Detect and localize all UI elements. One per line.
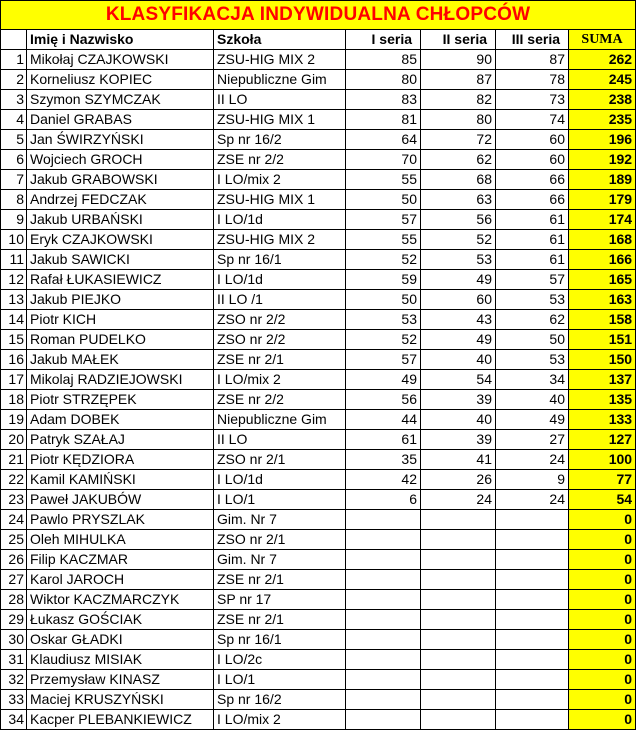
series-3-cell[interactable]: 78 bbox=[496, 70, 569, 90]
row-number-cell[interactable]: 6 bbox=[1, 150, 27, 170]
series-3-cell[interactable]: 34 bbox=[496, 370, 569, 390]
name-cell[interactable]: Kacper PLEBANKIEWICZ bbox=[27, 710, 214, 730]
series-2-cell[interactable]: 80 bbox=[421, 110, 496, 130]
row-number-cell[interactable]: 11 bbox=[1, 250, 27, 270]
table-row bbox=[1, 430, 636, 450]
series-3-cell[interactable] bbox=[496, 550, 569, 570]
series-3-cell[interactable]: 73 bbox=[496, 90, 569, 110]
series-1-cell[interactable]: 42 bbox=[346, 470, 421, 490]
name-cell[interactable]: Jan ŚWIRZYŃSKI bbox=[27, 130, 214, 150]
series-3-cell[interactable] bbox=[496, 710, 569, 730]
table-row bbox=[1, 230, 636, 250]
series-2-cell[interactable] bbox=[421, 630, 496, 650]
series-1-cell[interactable]: 50 bbox=[346, 290, 421, 310]
name-cell[interactable]: Daniel GRABAS bbox=[27, 110, 214, 130]
row-number-cell[interactable]: 14 bbox=[1, 310, 27, 330]
series-3-cell[interactable]: 74 bbox=[496, 110, 569, 130]
name-cell[interactable]: Szymon SZYMCZAK bbox=[27, 90, 214, 110]
school-cell[interactable]: Sp nr 16/2 bbox=[214, 130, 346, 150]
series-1-cell[interactable] bbox=[346, 650, 421, 670]
table-row bbox=[1, 670, 636, 690]
row-number-cell[interactable]: 13 bbox=[1, 290, 27, 310]
row-number-cell[interactable]: 26 bbox=[1, 550, 27, 570]
series-1-cell[interactable]: 44 bbox=[346, 410, 421, 430]
school-cell[interactable]: SP nr 17 bbox=[214, 590, 346, 610]
name-cell[interactable]: Filip KACZMAR bbox=[27, 550, 214, 570]
school-cell[interactable]: Niepubliczne Gim bbox=[214, 70, 346, 90]
series-1-cell[interactable]: 81 bbox=[346, 110, 421, 130]
series-2-cell[interactable]: 40 bbox=[421, 350, 496, 370]
sum-cell[interactable]: 0 bbox=[569, 690, 636, 710]
row-number-cell[interactable]: 19 bbox=[1, 410, 27, 430]
name-cell[interactable]: Kamil KAMIŃSKI bbox=[27, 470, 214, 490]
series-1-cell[interactable]: 6 bbox=[346, 490, 421, 510]
name-cell[interactable]: Mikolaj RADZIEJOWSKI bbox=[27, 370, 214, 390]
series-2-cell[interactable] bbox=[421, 610, 496, 630]
series-1-cell[interactable] bbox=[346, 550, 421, 570]
series-2-cell[interactable]: 24 bbox=[421, 490, 496, 510]
series-3-cell[interactable] bbox=[496, 570, 569, 590]
table-row bbox=[1, 710, 636, 730]
series-1-cell[interactable] bbox=[346, 690, 421, 710]
row-number-cell[interactable]: 28 bbox=[1, 590, 27, 610]
school-cell[interactable]: I LO/mix 2 bbox=[214, 710, 346, 730]
header-sum[interactable]: SUMA bbox=[569, 30, 636, 50]
sum-cell[interactable]: 77 bbox=[569, 470, 636, 490]
row-number-cell[interactable]: 30 bbox=[1, 630, 27, 650]
series-2-cell[interactable] bbox=[421, 530, 496, 550]
sum-cell[interactable]: 0 bbox=[569, 610, 636, 630]
series-2-cell[interactable]: 49 bbox=[421, 270, 496, 290]
row-number-cell[interactable]: 16 bbox=[1, 350, 27, 370]
name-cell[interactable]: Wiktor KACZMARCZYK bbox=[27, 590, 214, 610]
series-3-cell[interactable] bbox=[496, 690, 569, 710]
series-2-cell[interactable]: 72 bbox=[421, 130, 496, 150]
sum-cell[interactable]: 235 bbox=[569, 110, 636, 130]
name-cell[interactable]: Paweł JAKUBÓW bbox=[27, 490, 214, 510]
series-3-cell[interactable]: 66 bbox=[496, 170, 569, 190]
series-2-cell[interactable]: 56 bbox=[421, 210, 496, 230]
school-cell[interactable]: I LO/2c bbox=[214, 650, 346, 670]
series-1-cell[interactable]: 61 bbox=[346, 430, 421, 450]
series-1-cell[interactable]: 52 bbox=[346, 330, 421, 350]
sum-cell[interactable]: 262 bbox=[569, 50, 636, 70]
table-row bbox=[1, 350, 636, 370]
school-cell[interactable]: Sp nr 16/2 bbox=[214, 690, 346, 710]
series-2-cell[interactable] bbox=[421, 690, 496, 710]
series-1-cell[interactable]: 49 bbox=[346, 370, 421, 390]
row-number-cell[interactable]: 29 bbox=[1, 610, 27, 630]
series-1-cell[interactable]: 85 bbox=[346, 50, 421, 70]
name-cell[interactable]: Piotr KĘDZIORA bbox=[27, 450, 214, 470]
name-cell[interactable]: Roman PUDELKO bbox=[27, 330, 214, 350]
series-2-cell[interactable]: 52 bbox=[421, 230, 496, 250]
series-1-cell[interactable]: 55 bbox=[346, 170, 421, 190]
row-number-cell[interactable]: 23 bbox=[1, 490, 27, 510]
table-row bbox=[1, 250, 636, 270]
series-3-cell[interactable]: 60 bbox=[496, 130, 569, 150]
series-2-cell[interactable]: 87 bbox=[421, 70, 496, 90]
sum-cell[interactable]: 127 bbox=[569, 430, 636, 450]
name-cell[interactable]: Oskar GŁADKI bbox=[27, 630, 214, 650]
series-2-cell[interactable]: 62 bbox=[421, 150, 496, 170]
series-3-cell[interactable] bbox=[496, 590, 569, 610]
series-3-cell[interactable]: 24 bbox=[496, 450, 569, 470]
series-1-cell[interactable]: 57 bbox=[346, 210, 421, 230]
series-2-cell[interactable]: 68 bbox=[421, 170, 496, 190]
sum-cell[interactable]: 0 bbox=[569, 710, 636, 730]
series-2-cell[interactable]: 41 bbox=[421, 450, 496, 470]
series-1-cell[interactable]: 70 bbox=[346, 150, 421, 170]
name-cell[interactable]: Korneliusz KOPIEC bbox=[27, 70, 214, 90]
series-2-cell[interactable] bbox=[421, 590, 496, 610]
table-row bbox=[1, 410, 636, 430]
series-1-cell[interactable]: 55 bbox=[346, 230, 421, 250]
school-cell[interactable]: ZSE nr 2/2 bbox=[214, 150, 346, 170]
table-row bbox=[1, 630, 636, 650]
row-number-cell[interactable]: 34 bbox=[1, 710, 27, 730]
table-row bbox=[1, 70, 636, 90]
table-row bbox=[1, 510, 636, 530]
header-no[interactable] bbox=[1, 30, 27, 50]
sheet-title[interactable]: KLASYFIKACJA INDYWIDUALNA CHŁOPCÓW bbox=[1, 1, 636, 30]
series-2-cell[interactable]: 39 bbox=[421, 430, 496, 450]
school-cell[interactable]: ZSE nr 2/1 bbox=[214, 350, 346, 370]
sum-cell[interactable]: 137 bbox=[569, 370, 636, 390]
school-cell[interactable]: I LO/1d bbox=[214, 210, 346, 230]
series-3-cell[interactable] bbox=[496, 530, 569, 550]
series-1-cell[interactable]: 52 bbox=[346, 250, 421, 270]
school-cell[interactable]: ZSU-HIG MIX 2 bbox=[214, 50, 346, 70]
row-number-cell[interactable]: 3 bbox=[1, 90, 27, 110]
table-row bbox=[1, 610, 636, 630]
sum-cell[interactable]: 133 bbox=[569, 410, 636, 430]
school-cell[interactable]: I LO/1d bbox=[214, 470, 346, 490]
table-row bbox=[1, 110, 636, 130]
name-cell[interactable]: Jakub URBAŃSKI bbox=[27, 210, 214, 230]
sum-cell[interactable]: 174 bbox=[569, 210, 636, 230]
series-1-cell[interactable]: 83 bbox=[346, 90, 421, 110]
name-cell[interactable]: Andrzej FEDCZAK bbox=[27, 190, 214, 210]
table-row bbox=[1, 50, 636, 70]
series-3-cell[interactable] bbox=[496, 510, 569, 530]
name-cell[interactable]: Karol JAROCH bbox=[27, 570, 214, 590]
sum-cell[interactable]: 166 bbox=[569, 250, 636, 270]
name-cell[interactable]: Maciej KRUSZYŃSKI bbox=[27, 690, 214, 710]
sum-cell[interactable]: 0 bbox=[569, 670, 636, 690]
series-3-cell[interactable]: 40 bbox=[496, 390, 569, 410]
row-number-cell[interactable]: 20 bbox=[1, 430, 27, 450]
row-number-cell[interactable]: 21 bbox=[1, 450, 27, 470]
series-3-cell[interactable]: 61 bbox=[496, 230, 569, 250]
series-1-cell[interactable]: 80 bbox=[346, 70, 421, 90]
school-cell[interactable]: ZSU-HIG MIX 2 bbox=[214, 230, 346, 250]
series-3-cell[interactable]: 61 bbox=[496, 250, 569, 270]
school-cell[interactable]: II LO bbox=[214, 90, 346, 110]
sum-cell[interactable]: 238 bbox=[569, 90, 636, 110]
name-cell[interactable]: Rafał ŁUKASIEWICZ bbox=[27, 270, 214, 290]
sum-cell[interactable]: 0 bbox=[569, 550, 636, 570]
sum-cell[interactable]: 0 bbox=[569, 650, 636, 670]
name-cell[interactable]: Mikołaj CZAJKOWSKI bbox=[27, 50, 214, 70]
name-cell[interactable]: Jakub GRABOWSKI bbox=[27, 170, 214, 190]
school-cell[interactable]: ZSE nr 2/1 bbox=[214, 610, 346, 630]
header-name[interactable]: Imię i Nazwisko bbox=[27, 30, 214, 50]
series-1-cell[interactable] bbox=[346, 590, 421, 610]
name-cell[interactable]: Pawlo PRYSZLAK bbox=[27, 510, 214, 530]
series-2-cell[interactable]: 40 bbox=[421, 410, 496, 430]
row-number-cell[interactable]: 5 bbox=[1, 130, 27, 150]
name-cell[interactable]: Wojciech GROCH bbox=[27, 150, 214, 170]
school-cell[interactable]: ZSO nr 2/1 bbox=[214, 450, 346, 470]
school-cell[interactable]: I LO/mix 2 bbox=[214, 170, 346, 190]
table-row bbox=[1, 570, 636, 590]
sum-cell[interactable]: 245 bbox=[569, 70, 636, 90]
row-number-cell[interactable]: 22 bbox=[1, 470, 27, 490]
series-3-cell[interactable]: 57 bbox=[496, 270, 569, 290]
sum-cell[interactable]: 192 bbox=[569, 150, 636, 170]
row-number-cell[interactable]: 7 bbox=[1, 170, 27, 190]
series-2-cell[interactable] bbox=[421, 670, 496, 690]
row-number-cell[interactable]: 27 bbox=[1, 570, 27, 590]
name-cell[interactable]: Przemysław KINASZ bbox=[27, 670, 214, 690]
table-row bbox=[1, 590, 636, 610]
series-1-cell[interactable]: 35 bbox=[346, 450, 421, 470]
table-row bbox=[1, 270, 636, 290]
series-1-cell[interactable]: 56 bbox=[346, 390, 421, 410]
school-cell[interactable]: I LO/1 bbox=[214, 490, 346, 510]
row-number-cell[interactable]: 12 bbox=[1, 270, 27, 290]
series-3-cell[interactable]: 87 bbox=[496, 50, 569, 70]
table-row bbox=[1, 470, 636, 490]
table-row bbox=[1, 170, 636, 190]
row-number-cell[interactable]: 1 bbox=[1, 50, 27, 70]
name-cell[interactable]: Jakub MAŁEK bbox=[27, 350, 214, 370]
series-3-cell[interactable]: 62 bbox=[496, 310, 569, 330]
series-2-cell[interactable] bbox=[421, 570, 496, 590]
series-1-cell[interactable] bbox=[346, 710, 421, 730]
sum-cell[interactable]: 165 bbox=[569, 270, 636, 290]
name-cell[interactable]: Jakub PIEJKO bbox=[27, 290, 214, 310]
table-row bbox=[1, 490, 636, 510]
row-number-cell[interactable]: 24 bbox=[1, 510, 27, 530]
table-row bbox=[1, 310, 636, 330]
series-2-cell[interactable]: 53 bbox=[421, 250, 496, 270]
table-row bbox=[1, 330, 636, 350]
school-cell[interactable]: ZSO nr 2/2 bbox=[214, 310, 346, 330]
row-number-cell[interactable]: 32 bbox=[1, 670, 27, 690]
series-1-cell[interactable]: 53 bbox=[346, 310, 421, 330]
row-number-cell[interactable]: 9 bbox=[1, 210, 27, 230]
series-1-cell[interactable]: 64 bbox=[346, 130, 421, 150]
school-cell[interactable]: Sp nr 16/1 bbox=[214, 630, 346, 650]
series-1-cell[interactable] bbox=[346, 610, 421, 630]
row-number-cell[interactable]: 15 bbox=[1, 330, 27, 350]
table-row bbox=[1, 450, 636, 470]
school-cell[interactable]: II LO /1 bbox=[214, 290, 346, 310]
header-school[interactable]: Szkoła bbox=[214, 30, 346, 50]
series-2-cell[interactable]: 43 bbox=[421, 310, 496, 330]
school-cell[interactable]: I LO/1d bbox=[214, 270, 346, 290]
table-row bbox=[1, 90, 636, 110]
header-series-2[interactable]: II seria bbox=[421, 30, 496, 50]
school-cell[interactable]: ZSE nr 2/1 bbox=[214, 570, 346, 590]
school-cell[interactable]: ZSU-HIG MIX 1 bbox=[214, 110, 346, 130]
series-2-cell[interactable] bbox=[421, 710, 496, 730]
school-cell[interactable]: II LO bbox=[214, 430, 346, 450]
header-row bbox=[1, 30, 636, 50]
table-row bbox=[1, 530, 636, 550]
series-3-cell[interactable]: 27 bbox=[496, 430, 569, 450]
table-row bbox=[1, 290, 636, 310]
series-2-cell[interactable]: 39 bbox=[421, 390, 496, 410]
sum-cell[interactable]: 179 bbox=[569, 190, 636, 210]
series-2-cell[interactable]: 49 bbox=[421, 330, 496, 350]
series-3-cell[interactable] bbox=[496, 610, 569, 630]
header-series-1[interactable]: I seria bbox=[346, 30, 421, 50]
name-cell[interactable]: Łukasz GOŚCIAK bbox=[27, 610, 214, 630]
school-cell[interactable]: I LO/1 bbox=[214, 670, 346, 690]
series-3-cell[interactable]: 53 bbox=[496, 290, 569, 310]
school-cell[interactable]: Sp nr 16/1 bbox=[214, 250, 346, 270]
name-cell[interactable]: Patryk SZAŁAJ bbox=[27, 430, 214, 450]
table-row bbox=[1, 370, 636, 390]
series-1-cell[interactable] bbox=[346, 510, 421, 530]
table-row bbox=[1, 210, 636, 230]
series-2-cell[interactable] bbox=[421, 510, 496, 530]
name-cell[interactable]: Eryk CZAJKOWSKI bbox=[27, 230, 214, 250]
sum-cell[interactable]: 168 bbox=[569, 230, 636, 250]
sum-cell[interactable]: 196 bbox=[569, 130, 636, 150]
series-1-cell[interactable] bbox=[346, 630, 421, 650]
school-cell[interactable]: I LO/mix 2 bbox=[214, 370, 346, 390]
series-2-cell[interactable] bbox=[421, 650, 496, 670]
series-1-cell[interactable]: 57 bbox=[346, 350, 421, 370]
sum-cell[interactable]: 100 bbox=[569, 450, 636, 470]
table-row bbox=[1, 650, 636, 670]
series-1-cell[interactable]: 50 bbox=[346, 190, 421, 210]
series-1-cell[interactable] bbox=[346, 670, 421, 690]
school-cell[interactable]: ZSO nr 2/2 bbox=[214, 330, 346, 350]
row-number-cell[interactable]: 18 bbox=[1, 390, 27, 410]
school-cell[interactable]: ZSO nr 2/1 bbox=[214, 530, 346, 550]
row-number-cell[interactable]: 4 bbox=[1, 110, 27, 130]
school-cell[interactable]: Niepubliczne Gim bbox=[214, 410, 346, 430]
sum-cell[interactable]: 0 bbox=[569, 570, 636, 590]
name-cell[interactable]: Jakub SAWICKI bbox=[27, 250, 214, 270]
series-3-cell[interactable]: 60 bbox=[496, 150, 569, 170]
sum-cell[interactable]: 0 bbox=[569, 530, 636, 550]
series-3-cell[interactable] bbox=[496, 650, 569, 670]
series-2-cell[interactable]: 54 bbox=[421, 370, 496, 390]
series-3-cell[interactable]: 53 bbox=[496, 350, 569, 370]
series-2-cell[interactable]: 90 bbox=[421, 50, 496, 70]
row-number-cell[interactable]: 33 bbox=[1, 690, 27, 710]
series-1-cell[interactable] bbox=[346, 570, 421, 590]
table-row bbox=[1, 550, 636, 570]
name-cell[interactable]: Klaudiusz MISIAK bbox=[27, 650, 214, 670]
series-3-cell[interactable]: 24 bbox=[496, 490, 569, 510]
school-cell[interactable]: ZSU-HIG MIX 1 bbox=[214, 190, 346, 210]
row-number-cell[interactable]: 25 bbox=[1, 530, 27, 550]
series-3-cell[interactable]: 49 bbox=[496, 410, 569, 430]
table-row bbox=[1, 390, 636, 410]
sum-cell[interactable]: 158 bbox=[569, 310, 636, 330]
sum-cell[interactable]: 0 bbox=[569, 510, 636, 530]
table-row bbox=[1, 150, 636, 170]
table-row bbox=[1, 130, 636, 150]
sum-cell[interactable]: 150 bbox=[569, 350, 636, 370]
school-cell[interactable]: ZSE nr 2/2 bbox=[214, 390, 346, 410]
name-cell[interactable]: Oleh MIHULKA bbox=[27, 530, 214, 550]
row-number-cell[interactable]: 31 bbox=[1, 650, 27, 670]
table-row bbox=[1, 190, 636, 210]
series-3-cell[interactable]: 50 bbox=[496, 330, 569, 350]
series-2-cell[interactable]: 82 bbox=[421, 90, 496, 110]
series-1-cell[interactable]: 59 bbox=[346, 270, 421, 290]
sum-cell[interactable]: 151 bbox=[569, 330, 636, 350]
name-cell[interactable]: Piotr KICH bbox=[27, 310, 214, 330]
series-2-cell[interactable]: 63 bbox=[421, 190, 496, 210]
sum-cell[interactable]: 135 bbox=[569, 390, 636, 410]
series-3-cell[interactable]: 66 bbox=[496, 190, 569, 210]
name-cell[interactable]: Piotr STRZĘPEK bbox=[27, 390, 214, 410]
row-number-cell[interactable]: 10 bbox=[1, 230, 27, 250]
row-number-cell[interactable]: 2 bbox=[1, 70, 27, 90]
series-3-cell[interactable]: 9 bbox=[496, 470, 569, 490]
row-number-cell[interactable]: 17 bbox=[1, 370, 27, 390]
sum-cell[interactable]: 0 bbox=[569, 630, 636, 650]
school-cell[interactable]: Gim. Nr 7 bbox=[214, 510, 346, 530]
header-series-3[interactable]: III seria bbox=[496, 30, 569, 50]
series-1-cell[interactable] bbox=[346, 530, 421, 550]
series-2-cell[interactable]: 26 bbox=[421, 470, 496, 490]
series-2-cell[interactable] bbox=[421, 550, 496, 570]
table-row bbox=[1, 690, 636, 710]
sum-cell[interactable]: 54 bbox=[569, 490, 636, 510]
school-cell[interactable]: Gim. Nr 7 bbox=[214, 550, 346, 570]
name-cell[interactable]: Adam DOBEK bbox=[27, 410, 214, 430]
series-3-cell[interactable] bbox=[496, 630, 569, 650]
series-2-cell[interactable]: 60 bbox=[421, 290, 496, 310]
sum-cell[interactable]: 163 bbox=[569, 290, 636, 310]
sum-cell[interactable]: 0 bbox=[569, 590, 636, 610]
series-3-cell[interactable] bbox=[496, 670, 569, 690]
sum-cell[interactable]: 189 bbox=[569, 170, 636, 190]
series-3-cell[interactable]: 61 bbox=[496, 210, 569, 230]
row-number-cell[interactable]: 8 bbox=[1, 190, 27, 210]
